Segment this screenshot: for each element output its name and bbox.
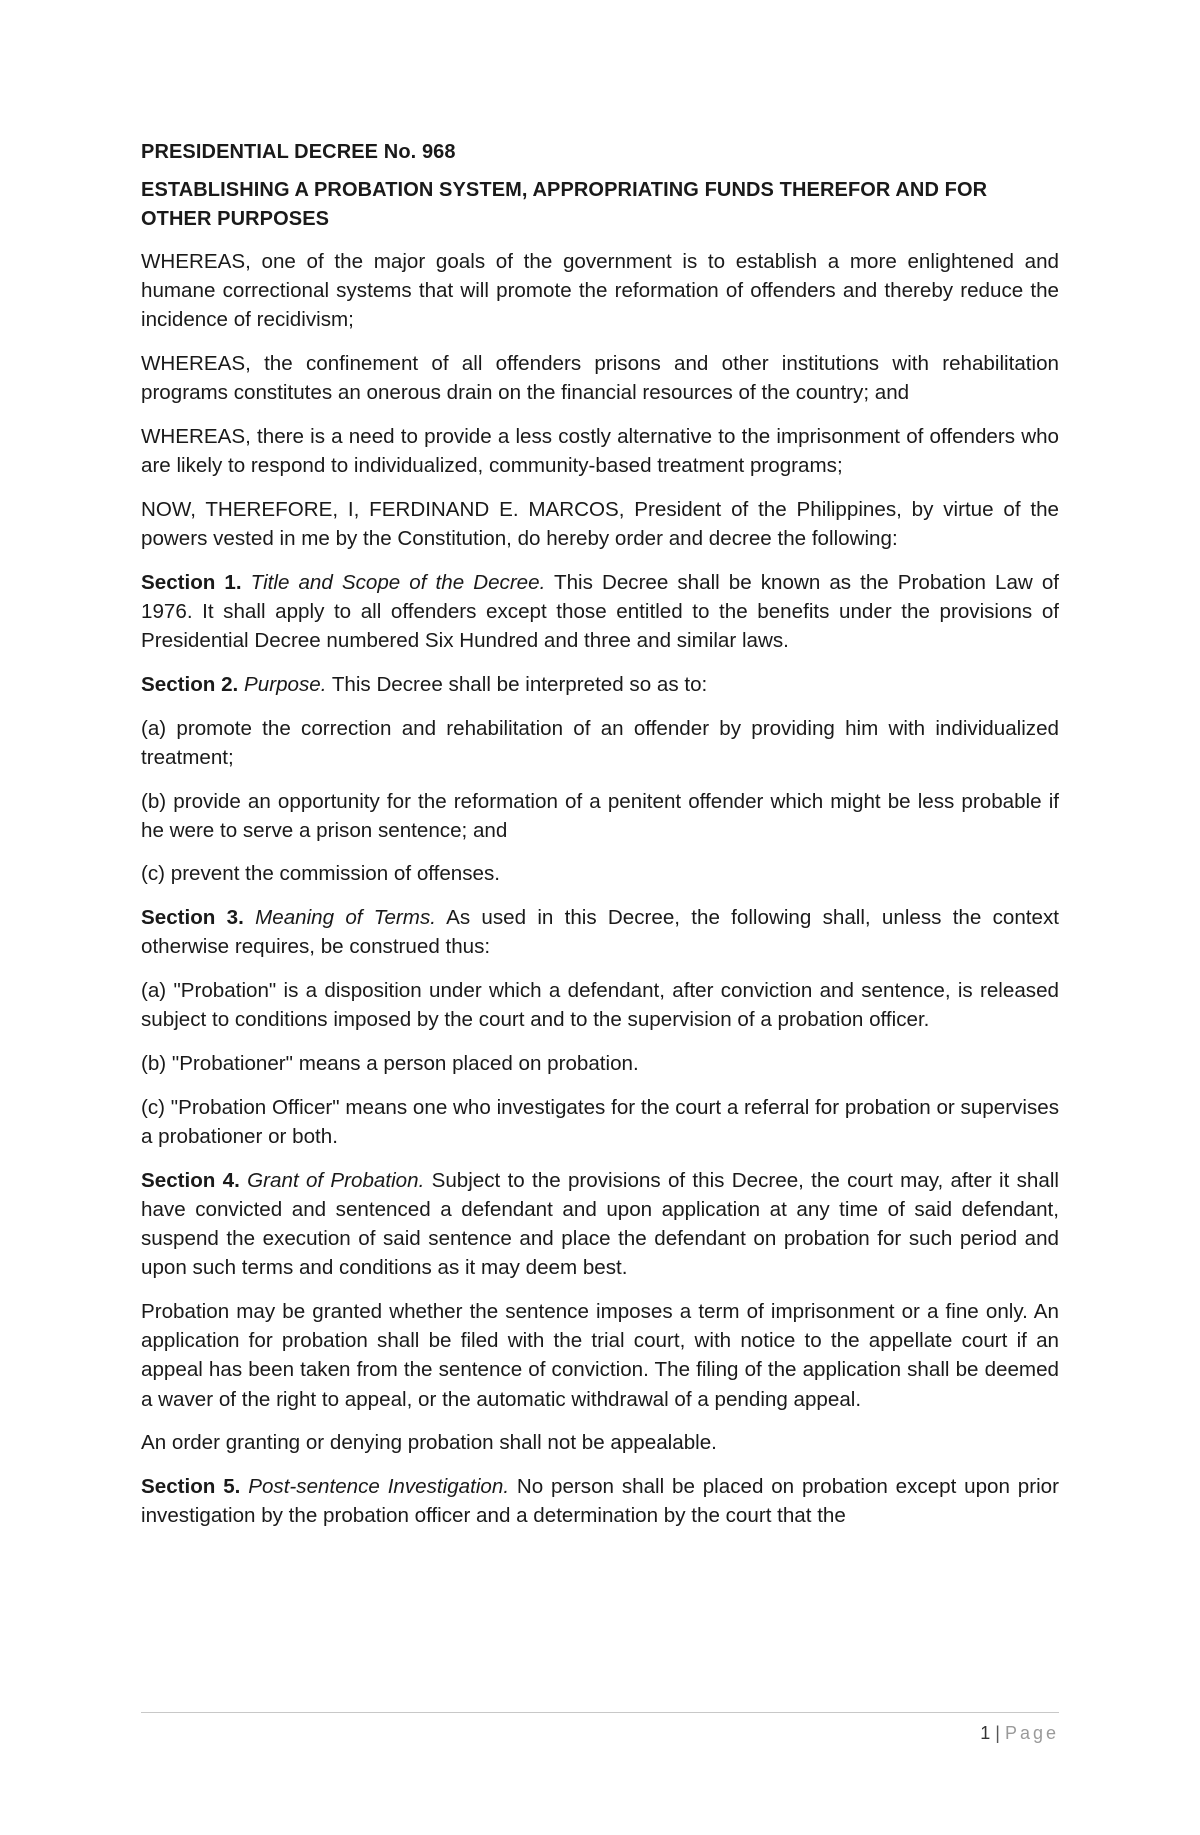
section-1-label: Section 1. xyxy=(141,570,242,594)
section-3-text: As used in this Decree, the following shall, unless the context otherwise requires, be construed thus: xyxy=(141,906,1059,959)
section-1-title: Title and Scope of the Decree. xyxy=(250,570,546,594)
section-4-paragraph-2: Probation may be granted whether the sentence imposes a term of imprisonment or a fine only. An application for probation shall be filed with the trial court, with notice to the appellate court if an appeal has been taken from the sentence of conviction. The filing of the application shall be deemed a waver of the right to appeal, or the automatic withdrawal of a pending appeal. xyxy=(141,1299,1059,1411)
document-page xyxy=(141,138,1059,1545)
section-2-text: This Decree shall be interpreted so as to: xyxy=(331,672,708,696)
section-2-item-b: (b) provide an opportunity for the reformation of a penitent offender which might be less probable if he were to serve a prison sentence; and xyxy=(141,789,1059,842)
page-label: Page xyxy=(1004,1723,1059,1743)
section-3-title: Meaning of Terms. xyxy=(255,906,436,930)
section-2 xyxy=(141,670,1059,699)
section-5-title: Post-sentence Investigation. xyxy=(248,1474,510,1498)
page-footer xyxy=(980,1723,1059,1744)
section-4-title: Grant of Probation. xyxy=(247,1168,425,1192)
section-2-title: Purpose. xyxy=(244,672,327,696)
section-5-text: No person shall be placed on probation except upon prior investigation by the probation officer and a determination by the court that the xyxy=(141,1474,1059,1528)
section-1-text: This Decree shall be known as the Probation Law of 1976. It shall apply to all offenders except those entitled to the benefits under the provisions of Presidential Decree numbered Six Hundred and three and similar laws. xyxy=(141,570,1060,653)
section-3-label: Section 3. xyxy=(141,906,244,930)
section-4-text: Subject to the provisions of this Decree, the court may, after it shall have convicted and sentenced a defendant and upon application at any time of said defendant, suspend the execution of said sentence and place the defendant on probation for such period and upon such terms and conditions as it may deem best. xyxy=(141,1168,1059,1280)
whereas-clause-3: WHEREAS, there is a need to provide a less costly alternative to the imprisonment of offenders who are likely to respond to individualized, community-based treatment programs; xyxy=(141,425,1059,478)
section-1 xyxy=(141,568,1059,656)
footer-divider xyxy=(141,1712,1059,1713)
footer-separator: | xyxy=(995,1723,1000,1743)
section-2-item-c: (c) prevent the commission of offenses. xyxy=(141,862,501,886)
section-2-label: Section 2. xyxy=(141,672,239,696)
decree-title: ESTABLISHING A PROBATION SYSTEM, APPROPRIATING FUNDS THEREFOR AND FOR OTHER PURPOSES xyxy=(141,179,988,230)
section-4-label: Section 4. xyxy=(141,1168,240,1192)
section-3-item-b: (b) "Probationer" means a person placed on probation. xyxy=(141,1051,639,1075)
section-3-item-a: (a) "Probation" is a disposition under which a defendant, after conviction and sentence, is released subject to conditions imposed by the court and to the supervision of a probation officer. xyxy=(141,979,1059,1032)
section-3-item-c: (c) "Probation Officer" means one who investigates for the court a referral for probation or supervises a probationer or both. xyxy=(141,1095,1059,1148)
section-2-item-a: (a) promote the correction and rehabilitation of an offender by providing him with individualized treatment; xyxy=(141,716,1059,769)
section-3 xyxy=(141,903,1059,961)
section-4-paragraph-3: An order granting or denying probation shall not be appealable. xyxy=(141,1431,717,1455)
whereas-clause-2: WHEREAS, the confinement of all offenders prisons and other institutions with rehabilitation programs constitutes an onerous drain on the financial resources of the country; and xyxy=(141,352,1059,405)
page-number: 1 xyxy=(980,1723,991,1743)
section-5 xyxy=(141,1472,1059,1530)
now-therefore-clause: NOW, THEREFORE, I, FERDINAND E. MARCOS, President of the Philippines, by virtue of the powers vested in me by the Constitution, do hereby order and decree the following: xyxy=(141,497,1059,551)
section-4 xyxy=(141,1166,1059,1283)
whereas-clause-1: WHEREAS, one of the major goals of the government is to establish a more enlightened and humane correctional systems that will promote the reformation of offenders and thereby reduce the incidence of recidivism; xyxy=(141,250,1059,332)
section-5-label: Section 5. xyxy=(141,1474,241,1498)
decree-number: PRESIDENTIAL DECREE No. 968 xyxy=(141,141,456,163)
